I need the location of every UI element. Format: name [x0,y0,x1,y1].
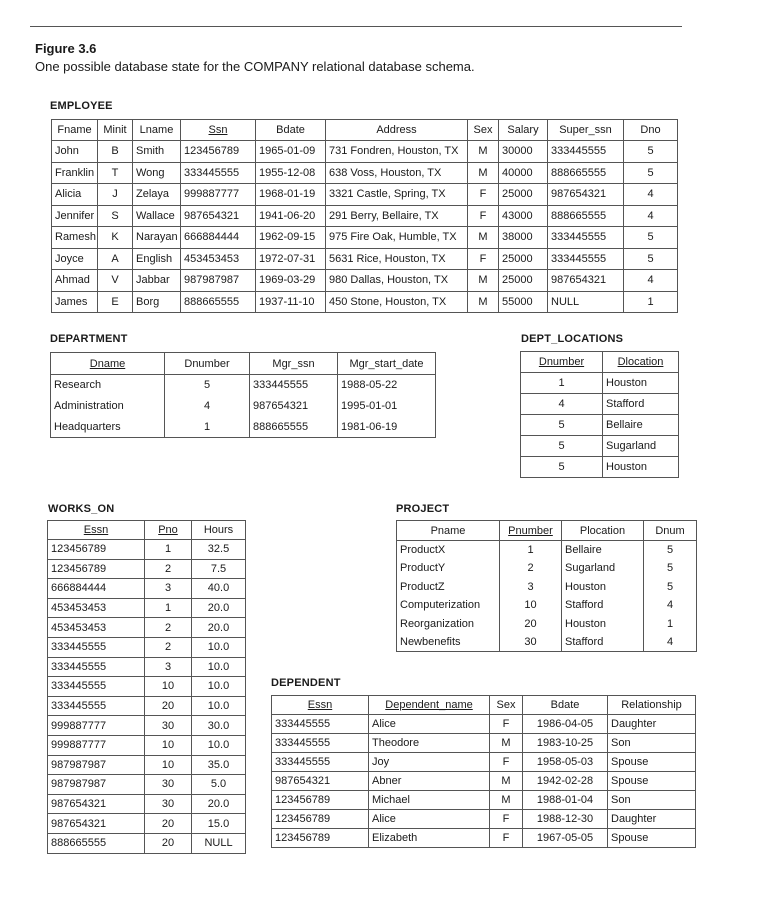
table-row [521,415,679,436]
cell-plocation: Sugarland [562,559,644,578]
column-header-essn: Essn [272,696,369,715]
table-row [272,753,696,772]
cell-essn: 999887777 [48,735,145,755]
cell-salary: 38000 [499,227,548,249]
cell-minit: S [98,205,133,227]
column-header-lname: Lname [133,120,181,141]
cell-mgr-start-date: 1981-06-19 [338,417,436,438]
project-label: PROJECT [396,503,450,515]
column-header-dno: Dno [624,120,678,141]
cell-address: 291 Berry, Bellaire, TX [326,205,468,227]
cell-dependent-name: Alice [369,810,490,829]
cell-pno: 30 [145,794,192,814]
cell-essn: 333445555 [272,753,369,772]
cell-relationship: Spouse [608,829,696,848]
cell-dlocation: Houston [603,457,679,478]
cell-minit: A [98,248,133,270]
column-header-pname: Pname [397,521,500,541]
table-row [52,184,678,206]
table-row [397,541,697,560]
cell-dnumber: 5 [165,375,250,396]
cell-dnum: 5 [644,541,697,560]
cell-pname: Computerization [397,596,500,615]
cell-fname: Ramesh [52,227,98,249]
cell-pno: 20 [145,833,192,853]
cell-pname: ProductY [397,559,500,578]
cell-salary: 40000 [499,162,548,184]
table-row [397,596,697,615]
cell-pnumber: 10 [500,596,562,615]
department-label: DEPARTMENT [50,333,128,345]
table-row [52,205,678,227]
cell-mgr-ssn: 888665555 [250,417,338,438]
cell-dnum: 4 [644,596,697,615]
cell-address: 5631 Rice, Houston, TX [326,248,468,270]
figure-caption: One possible database state for the COMPANY relational database schema. [35,59,475,74]
cell-fname: Joyce [52,248,98,270]
cell-essn: 666884444 [48,579,145,599]
cell-sex: M [490,734,523,753]
cell-address: 980 Dallas, Houston, TX [326,270,468,292]
cell-essn: 333445555 [48,677,145,697]
cell-ssn: 453453453 [181,248,256,270]
table-row [48,598,246,618]
cell-pno: 2 [145,618,192,638]
project-table [396,520,697,652]
cell-dnumber: 1 [521,373,603,394]
table-row [272,734,696,753]
cell-hours: 10.0 [192,696,246,716]
cell-bdate: 1965-01-09 [256,141,326,163]
table-row [51,375,436,396]
cell-super-ssn: 987654321 [548,184,624,206]
cell-address: 450 Stone, Houston, TX [326,291,468,313]
table-row [48,637,246,657]
cell-dname: Research [51,375,165,396]
table-row [521,457,679,478]
table-row [48,775,246,795]
column-header-dname: Dname [51,353,165,375]
cell-pno: 20 [145,696,192,716]
table-row [52,162,678,184]
cell-sex: F [490,715,523,734]
table-row [48,696,246,716]
table-row [51,417,436,438]
cell-hours: 35.0 [192,755,246,775]
column-header-pnumber: Pnumber [500,521,562,541]
cell-hours: 10.0 [192,677,246,697]
cell-sex: F [468,205,499,227]
cell-bdate: 1988-12-30 [523,810,608,829]
cell-ssn: 666884444 [181,227,256,249]
cell-ssn: 333445555 [181,162,256,184]
cell-ssn: 987654321 [181,205,256,227]
cell-pno: 3 [145,657,192,677]
cell-mgr-ssn: 987654321 [250,396,338,417]
cell-dependent-name: Abner [369,772,490,791]
column-header-essn: Essn [48,521,145,540]
cell-sex: F [490,810,523,829]
cell-pno: 10 [145,677,192,697]
cell-hours: 20.0 [192,794,246,814]
cell-essn: 123456789 [272,810,369,829]
column-header-minit: Minit [98,120,133,141]
column-header-super-ssn: Super_ssn [548,120,624,141]
table-row [48,755,246,775]
cell-essn: 999887777 [48,716,145,736]
cell-dlocation: Houston [603,373,679,394]
cell-essn: 333445555 [272,715,369,734]
cell-bdate: 1937-11-10 [256,291,326,313]
column-header-dnum: Dnum [644,521,697,541]
column-header-bdate: Bdate [256,120,326,141]
cell-bdate: 1942-02-28 [523,772,608,791]
cell-address: 975 Fire Oak, Humble, TX [326,227,468,249]
cell-plocation: Houston [562,615,644,634]
cell-bdate: 1972-07-31 [256,248,326,270]
table-row [48,559,246,579]
cell-dnumber: 4 [165,396,250,417]
cell-bdate: 1962-09-15 [256,227,326,249]
cell-relationship: Spouse [608,772,696,791]
cell-dependent-name: Joy [369,753,490,772]
cell-bdate: 1988-01-04 [523,791,608,810]
cell-bdate: 1969-03-29 [256,270,326,292]
cell-dnumber: 5 [521,415,603,436]
cell-lname: English [133,248,181,270]
cell-dnumber: 5 [521,436,603,457]
cell-bdate: 1968-01-19 [256,184,326,206]
column-header-mgr-start-date: Mgr_start_date [338,353,436,375]
cell-pnumber: 1 [500,541,562,560]
cell-dnum: 4 [644,633,697,652]
cell-minit: T [98,162,133,184]
cell-lname: Narayan [133,227,181,249]
employee-table [51,119,678,313]
cell-dno: 4 [624,184,678,206]
table-row [48,657,246,677]
column-header-dnumber: Dnumber [521,352,603,373]
column-header-hours: Hours [192,521,246,540]
table-row [48,735,246,755]
cell-pno: 10 [145,755,192,775]
cell-hours: 10.0 [192,637,246,657]
cell-hours: 20.0 [192,618,246,638]
cell-dnum: 1 [644,615,697,634]
cell-hours: 10.0 [192,735,246,755]
cell-hours: 30.0 [192,716,246,736]
cell-lname: Smith [133,141,181,163]
column-header-mgr-ssn: Mgr_ssn [250,353,338,375]
cell-fname: James [52,291,98,313]
cell-pno: 2 [145,637,192,657]
cell-lname: Borg [133,291,181,313]
cell-dno: 5 [624,248,678,270]
cell-fname: Alicia [52,184,98,206]
cell-ssn: 888665555 [181,291,256,313]
cell-bdate: 1958-05-03 [523,753,608,772]
cell-salary: 43000 [499,205,548,227]
dependent-label: DEPENDENT [271,677,341,689]
cell-salary: 25000 [499,270,548,292]
cell-sex: M [468,291,499,313]
department-table [50,352,436,438]
table-row [52,248,678,270]
cell-relationship: Son [608,791,696,810]
cell-salary: 25000 [499,184,548,206]
cell-relationship: Daughter [608,810,696,829]
cell-hours: 20.0 [192,598,246,618]
cell-hours: 7.5 [192,559,246,579]
cell-pnumber: 3 [500,578,562,597]
table-row [51,396,436,417]
table-row [397,559,697,578]
cell-essn: 453453453 [48,618,145,638]
cell-dlocation: Bellaire [603,415,679,436]
cell-salary: 30000 [499,141,548,163]
cell-pno: 1 [145,540,192,560]
table-row [521,436,679,457]
cell-essn: 333445555 [48,657,145,677]
cell-sex: M [490,791,523,810]
cell-ssn: 987987987 [181,270,256,292]
cell-essn: 987654321 [48,794,145,814]
cell-hours: 15.0 [192,814,246,834]
cell-pno: 3 [145,579,192,599]
cell-fname: Jennifer [52,205,98,227]
cell-pno: 20 [145,814,192,834]
cell-relationship: Daughter [608,715,696,734]
cell-lname: Zelaya [133,184,181,206]
cell-super-ssn: 888665555 [548,205,624,227]
cell-essn: 123456789 [48,540,145,560]
cell-pname: Reorganization [397,615,500,634]
column-header-address: Address [326,120,468,141]
cell-dependent-name: Theodore [369,734,490,753]
cell-super-ssn: 333445555 [548,248,624,270]
cell-essn: 987987987 [48,775,145,795]
table-row [272,791,696,810]
cell-sex: M [468,162,499,184]
table-row [48,716,246,736]
table-row [52,227,678,249]
cell-dnumber: 4 [521,394,603,415]
cell-relationship: Spouse [608,753,696,772]
column-header-plocation: Plocation [562,521,644,541]
column-header-ssn: Ssn [181,120,256,141]
cell-bdate: 1955-12-08 [256,162,326,184]
column-header-salary: Salary [499,120,548,141]
table-row [48,677,246,697]
table-row [272,829,696,848]
cell-pno: 2 [145,559,192,579]
cell-essn: 333445555 [272,734,369,753]
cell-dlocation: Sugarland [603,436,679,457]
cell-sex: M [468,227,499,249]
cell-pno: 30 [145,716,192,736]
cell-dnumber: 5 [521,457,603,478]
cell-sex: M [468,270,499,292]
cell-lname: Jabbar [133,270,181,292]
cell-dnum: 5 [644,559,697,578]
works-on-label: WORKS_ON [48,503,115,515]
cell-dlocation: Stafford [603,394,679,415]
dept-locations-table [520,351,679,478]
dependent-table [271,695,696,848]
cell-mgr-start-date: 1995-01-01 [338,396,436,417]
cell-essn: 123456789 [272,829,369,848]
column-header-sex: Sex [490,696,523,715]
cell-dname: Headquarters [51,417,165,438]
works-on-table [47,520,246,854]
cell-sex: F [490,829,523,848]
cell-address: 731 Fondren, Houston, TX [326,141,468,163]
table-row [48,833,246,853]
table-row [52,291,678,313]
cell-address: 3321 Castle, Spring, TX [326,184,468,206]
cell-pname: ProductZ [397,578,500,597]
table-row [521,394,679,415]
cell-essn: 123456789 [48,559,145,579]
cell-bdate: 1983-10-25 [523,734,608,753]
table-row [48,618,246,638]
table-row [272,810,696,829]
cell-super-ssn: 888665555 [548,162,624,184]
cell-pnumber: 30 [500,633,562,652]
cell-sex: M [468,141,499,163]
cell-essn: 987987987 [48,755,145,775]
cell-hours: NULL [192,833,246,853]
cell-pno: 10 [145,735,192,755]
cell-minit: E [98,291,133,313]
table-row [52,141,678,163]
cell-essn: 888665555 [48,833,145,853]
cell-lname: Wallace [133,205,181,227]
cell-bdate: 1967-05-05 [523,829,608,848]
column-header-dependent-name: Dependent_name [369,696,490,715]
cell-essn: 333445555 [48,696,145,716]
cell-dnumber: 1 [165,417,250,438]
cell-super-ssn: 987654321 [548,270,624,292]
cell-dependent-name: Michael [369,791,490,810]
column-header-pno: Pno [145,521,192,540]
cell-dnum: 5 [644,578,697,597]
cell-essn: 987654321 [272,772,369,791]
table-row [272,772,696,791]
cell-pno: 1 [145,598,192,618]
cell-minit: K [98,227,133,249]
cell-bdate: 1941-06-20 [256,205,326,227]
cell-minit: V [98,270,133,292]
dept-locations-label: DEPT_LOCATIONS [521,333,624,345]
cell-fname: John [52,141,98,163]
cell-ssn: 123456789 [181,141,256,163]
top-rule [30,26,682,27]
cell-bdate: 1986-04-05 [523,715,608,734]
table-row [48,794,246,814]
cell-dependent-name: Alice [369,715,490,734]
column-header-relationship: Relationship [608,696,696,715]
cell-dno: 4 [624,205,678,227]
cell-plocation: Houston [562,578,644,597]
cell-sex: F [490,753,523,772]
table-row [48,540,246,560]
cell-plocation: Stafford [562,633,644,652]
cell-hours: 5.0 [192,775,246,795]
cell-dno: 5 [624,141,678,163]
cell-dno: 4 [624,270,678,292]
cell-essn: 123456789 [272,791,369,810]
column-header-dnumber: Dnumber [165,353,250,375]
cell-plocation: Stafford [562,596,644,615]
cell-dependent-name: Elizabeth [369,829,490,848]
cell-essn: 453453453 [48,598,145,618]
cell-relationship: Son [608,734,696,753]
cell-pnumber: 20 [500,615,562,634]
cell-essn: 987654321 [48,814,145,834]
cell-salary: 55000 [499,291,548,313]
table-row [48,814,246,834]
cell-plocation: Bellaire [562,541,644,560]
table-row [52,270,678,292]
cell-dno: 5 [624,162,678,184]
cell-sex: M [490,772,523,791]
cell-mgr-start-date: 1988-05-22 [338,375,436,396]
cell-pnumber: 2 [500,559,562,578]
table-row [48,579,246,599]
cell-super-ssn: NULL [548,291,624,313]
cell-pname: Newbenefits [397,633,500,652]
cell-super-ssn: 333445555 [548,141,624,163]
cell-lname: Wong [133,162,181,184]
cell-hours: 32.5 [192,540,246,560]
cell-dno: 5 [624,227,678,249]
column-header-bdate: Bdate [523,696,608,715]
cell-super-ssn: 333445555 [548,227,624,249]
cell-fname: Ahmad [52,270,98,292]
cell-pno: 30 [145,775,192,795]
cell-dname: Administration [51,396,165,417]
cell-hours: 10.0 [192,657,246,677]
figure-title: Figure 3.6 [35,41,97,56]
table-row [272,715,696,734]
cell-dno: 1 [624,291,678,313]
column-header-dlocation: Dlocation [603,352,679,373]
table-row [397,578,697,597]
cell-pname: ProductX [397,541,500,560]
column-header-sex: Sex [468,120,499,141]
cell-hours: 40.0 [192,579,246,599]
cell-sex: F [468,248,499,270]
cell-ssn: 999887777 [181,184,256,206]
table-row [397,633,697,652]
cell-minit: B [98,141,133,163]
employee-label: EMPLOYEE [50,100,113,112]
table-row [397,615,697,634]
cell-mgr-ssn: 333445555 [250,375,338,396]
cell-salary: 25000 [499,248,548,270]
cell-sex: F [468,184,499,206]
column-header-fname: Fname [52,120,98,141]
cell-minit: J [98,184,133,206]
cell-fname: Franklin [52,162,98,184]
cell-essn: 333445555 [48,637,145,657]
table-row [521,373,679,394]
cell-address: 638 Voss, Houston, TX [326,162,468,184]
